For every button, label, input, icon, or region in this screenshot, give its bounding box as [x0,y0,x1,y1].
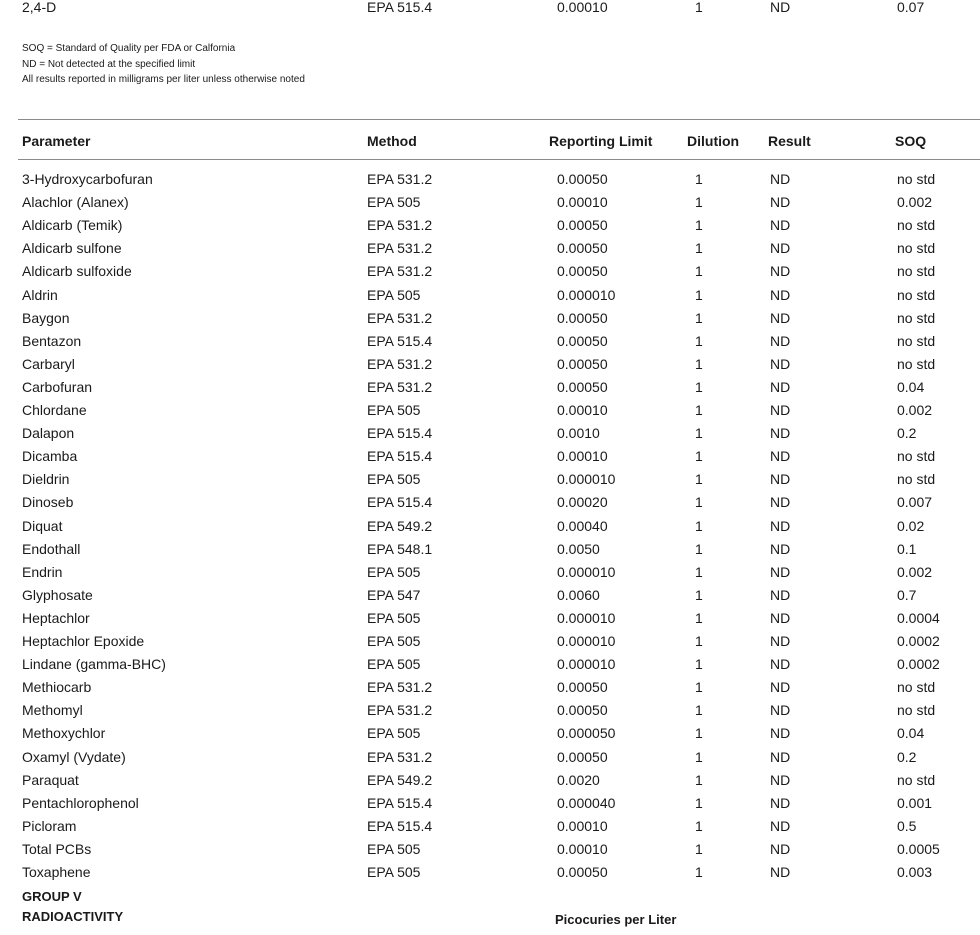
parameter-cell: Heptachlor Epoxide [22,633,145,649]
result-cell: ND [770,864,791,880]
table-row [0,493,980,516]
table-row [0,655,980,678]
reporting-limit-cell: 0.00040 [557,517,608,534]
reporting-limit-cell: 0.00050 [557,355,608,372]
parameter-cell: Bentazon [22,332,82,349]
method-cell: EPA 547 [367,586,421,603]
reporting-limit-cell: 0.0010 [557,425,600,442]
parameter-cell: Oxamyl (Vydate) [22,748,126,765]
reporting-limit-cell: 0.00050 [557,679,608,696]
dilution-cell: 1 [695,309,703,326]
parameter-cell: Carbofuran [22,378,93,395]
result-cell: ND [770,171,791,187]
method-cell: EPA 531.2 [367,748,433,765]
reporting-limit-cell: 0.00010 [557,402,608,418]
method-cell: EPA 515.4 [367,425,433,442]
parameter-cell: 2,4-D [22,0,57,15]
table-row [0,424,980,447]
parameter-cell: Endothall [22,540,81,557]
table-row [0,517,980,540]
reporting-limit-cell: 0.00010 [557,194,608,211]
result-cell: ND [770,217,791,234]
result-cell: ND [770,609,791,626]
result-cell: ND [770,286,791,303]
table-row [0,216,980,239]
method-cell: EPA 505 [367,471,421,488]
method-cell: EPA 505 [367,840,421,857]
result-cell: ND [770,448,791,465]
parameter-cell: Aldicarb sulfoxide [22,263,132,280]
table-row [0,609,980,632]
table-row [0,586,980,609]
reporting-limit-cell: 0.000010 [557,471,616,488]
soq-cell: 0.0005 [897,840,940,857]
method-cell: EPA 531.2 [367,378,433,395]
dilution-cell: 1 [695,702,703,719]
soq-cell: 0.04 [897,378,925,395]
dilution-cell: 1 [695,771,703,788]
method-cell: EPA 505 [367,563,421,580]
method-cell: EPA 505 [367,633,421,649]
dilution-cell: 1 [695,794,703,811]
soq-cell: no std [897,702,936,719]
method-cell: EPA 515.4 [367,794,433,811]
result-cell: ND [770,840,791,857]
header-reporting-limit: Reporting Limit [549,133,653,149]
dilution-cell: 1 [695,633,703,649]
dilution-cell: 1 [695,748,703,765]
table-row [0,817,980,840]
result-cell: ND [770,517,791,534]
header-result: Result [768,133,811,149]
table-row [0,794,980,817]
soq-cell: 0.003 [897,864,933,880]
method-cell: EPA 505 [367,609,421,626]
reporting-limit-cell: 0.00050 [557,240,608,257]
parameter-cell: Toxaphene [22,864,91,880]
soq-cell: no std [897,332,936,349]
soq-cell: no std [897,240,936,257]
parameter-cell: Chlordane [22,402,87,418]
report-notes [22,41,305,88]
table-row [0,286,980,309]
soq-cell: 0.0002 [897,656,940,673]
method-cell: EPA 531.2 [367,309,433,326]
reporting-limit-cell: 0.000010 [557,563,616,580]
dilution-cell: 1 [695,609,703,626]
dilution-cell: 1 [695,448,703,465]
dilution-cell: 1 [695,332,703,349]
dilution-cell: 1 [695,240,703,257]
table-row [0,701,980,724]
soq-cell: no std [897,355,936,372]
result-cell: ND [770,540,791,557]
method-cell: EPA 531.2 [367,679,433,696]
parameter-cell: Dieldrin [22,471,70,488]
header-method: Method [367,133,417,149]
result-cell: ND [770,817,791,834]
dilution-cell: 1 [695,0,703,15]
dilution-cell: 1 [695,840,703,857]
dilution-cell: 1 [695,171,703,187]
dilution-cell: 1 [695,817,703,834]
parameter-cell: Dinoseb [22,494,74,511]
method-cell: EPA 549.2 [367,517,433,534]
table-top-divider [18,119,980,120]
reporting-limit-cell: 0.0060 [557,586,600,603]
reporting-limit-cell: 0.00050 [557,217,608,234]
dilution-cell: 1 [695,725,703,742]
method-cell: EPA 515.4 [367,332,433,349]
dilution-cell: 1 [695,263,703,280]
reporting-limit-cell: 0.00050 [557,702,608,719]
method-cell: EPA 549.2 [367,771,433,788]
result-cell: ND [770,633,791,649]
parameter-cell: Pentachlorophenol [22,794,139,811]
table-header [0,132,980,152]
result-cell: ND [770,748,791,765]
parameter-cell: Lindane (gamma-BHC) [22,656,166,673]
dilution-cell: 1 [695,679,703,696]
soq-cell: no std [897,286,936,303]
method-cell: EPA 531.2 [367,217,433,234]
soq-cell: 0.07 [897,0,925,15]
table-row [0,563,980,586]
dilution-cell: 1 [695,494,703,511]
soq-cell: 0.02 [897,517,925,534]
parameter-cell: Methoxychlor [22,725,106,742]
table-row-carryover [0,0,980,21]
reporting-limit-cell: 0.000010 [557,609,616,626]
group-units-label: Picocuries per Liter [555,912,677,927]
table-row [0,355,980,378]
result-cell: ND [770,332,791,349]
result-cell: ND [770,494,791,511]
result-cell: ND [770,378,791,395]
result-cell: ND [770,425,791,442]
table-row [0,771,980,794]
table-row [0,170,980,193]
dilution-cell: 1 [695,586,703,603]
result-cell: ND [770,679,791,696]
soq-cell: 0.001 [897,794,933,811]
result-cell: ND [770,240,791,257]
reporting-limit-cell: 0.000050 [557,725,616,742]
soq-cell: no std [897,471,936,488]
result-cell: ND [770,402,791,418]
reporting-limit-cell: 0.00050 [557,309,608,326]
method-cell: EPA 505 [367,194,421,211]
table-row [0,678,980,701]
soq-cell: no std [897,263,936,280]
soq-cell: no std [897,217,936,234]
parameter-cell: Endrin [22,563,63,580]
soq-cell: 0.7 [897,586,917,603]
table-row [0,193,980,216]
header-soq: SOQ [895,133,927,149]
result-cell: ND [770,263,791,280]
dilution-cell: 1 [695,540,703,557]
method-cell: EPA 531.2 [367,702,433,719]
reporting-limit-cell: 0.00010 [557,817,608,834]
dilution-cell: 1 [695,425,703,442]
reporting-limit-cell: 0.000010 [557,633,616,649]
result-cell: ND [770,194,791,211]
soq-cell: no std [897,309,936,326]
dilution-cell: 1 [695,864,703,880]
parameter-cell: Alachlor (Alanex) [22,194,129,211]
table-row [0,470,980,493]
result-cell: ND [770,309,791,326]
group-name: RADIOACTIVITY [22,909,124,924]
dilution-cell: 1 [695,656,703,673]
soq-cell: 0.2 [897,748,917,765]
method-cell: EPA 505 [367,286,421,303]
method-cell: EPA 531.2 [367,240,433,257]
reporting-limit-cell: 0.00020 [557,494,608,511]
reporting-limit-cell: 0.00050 [557,263,608,280]
dilution-cell: 1 [695,194,703,211]
parameter-cell: Methomyl [22,702,83,719]
soq-cell: 0.002 [897,194,933,211]
result-cell: ND [770,355,791,372]
parameter-cell: Total PCBs [22,840,92,857]
table-row [0,401,980,424]
parameter-cell: Heptachlor [22,609,90,626]
parameter-cell: Diquat [22,517,63,534]
reporting-limit-cell: 0.00050 [557,748,608,765]
method-cell: EPA 515.4 [367,448,433,465]
result-cell: ND [770,794,791,811]
soq-cell: 0.007 [897,494,933,511]
reporting-limit-cell: 0.0020 [557,771,600,788]
reporting-limit-cell: 0.000010 [557,286,616,303]
header-dilution: Dilution [687,133,740,149]
table-header-divider [18,159,980,160]
reporting-limit-cell: 0.00050 [557,171,608,187]
table-row [0,332,980,355]
table-row [0,840,980,863]
result-cell: ND [770,563,791,580]
dilution-cell: 1 [695,402,703,418]
table-row [0,239,980,262]
method-cell: EPA 515.4 [367,494,433,511]
parameter-cell: Baygon [22,309,70,326]
group-heading [22,887,123,927]
parameter-cell: Carbaryl [22,355,75,372]
method-cell: EPA 531.2 [367,355,433,372]
table-row [0,863,980,886]
table-row [0,748,980,771]
method-cell: EPA 515.4 [367,817,433,834]
table-row [0,632,980,655]
table-row [0,540,980,563]
reporting-limit-cell: 0.00010 [557,448,608,465]
result-cell: ND [770,656,791,673]
result-cell: ND [770,0,791,15]
soq-cell: 0.002 [897,563,933,580]
method-cell: EPA 505 [367,656,421,673]
dilution-cell: 1 [695,471,703,488]
dilution-cell: 1 [695,286,703,303]
soq-cell: 0.5 [897,817,917,834]
header-parameter: Parameter [22,133,91,149]
note-soq: SOQ = Standard of Quality per FDA or Calfornia [22,43,236,54]
reporting-limit-cell: 0.000010 [557,656,616,673]
table-row [0,378,980,401]
reporting-limit-cell: 0.00050 [557,378,608,395]
result-cell: ND [770,725,791,742]
method-cell: EPA 515.4 [367,0,433,15]
dilution-cell: 1 [695,517,703,534]
parameter-cell: Picloram [22,817,77,834]
soq-cell: 0.0004 [897,609,940,626]
method-cell: EPA 548.1 [367,540,433,557]
soq-cell: 0.1 [897,540,917,557]
parameter-cell: Aldicarb sulfone [22,240,122,257]
soq-cell: no std [897,679,936,696]
note-units: All results reported in milligrams per liter unless otherwise noted [22,74,305,85]
soq-cell: 0.2 [897,425,917,442]
soq-cell: 0.04 [897,725,925,742]
dilution-cell: 1 [695,563,703,580]
table-row [0,309,980,332]
reporting-limit-cell: 0.000040 [557,794,616,811]
reporting-limit-cell: 0.00050 [557,864,608,880]
result-cell: ND [770,702,791,719]
parameter-cell: Methiocarb [22,679,92,696]
table-row [0,724,980,747]
soq-cell: no std [897,448,936,465]
note-nd: ND = Not detected at the specified limit [22,58,196,70]
soq-cell: 0.002 [897,402,933,418]
parameter-cell: 3-Hydroxycarbofuran [22,171,153,187]
dilution-cell: 1 [695,378,703,395]
table-row [0,447,980,470]
parameter-cell: Dalapon [22,425,75,442]
parameter-cell: Dicamba [22,448,78,465]
method-cell: EPA 505 [367,402,421,418]
soq-cell: 0.0002 [897,633,940,649]
group-number: GROUP V [22,889,82,904]
parameter-cell: Aldrin [22,286,58,303]
parameter-cell: Aldicarb (Temik) [22,217,123,234]
table-row [0,262,980,285]
method-cell: EPA 505 [367,725,421,742]
dilution-cell: 1 [695,217,703,234]
dilution-cell: 1 [695,355,703,372]
method-cell: EPA 505 [367,864,421,880]
reporting-limit-cell: 0.00050 [557,332,608,349]
soq-cell: no std [897,171,936,187]
method-cell: EPA 531.2 [367,263,433,280]
method-cell: EPA 531.2 [367,171,433,187]
reporting-limit-cell: 0.00010 [557,840,608,857]
parameter-cell: Glyphosate [22,586,93,603]
result-cell: ND [770,771,791,788]
reporting-limit-cell: 0.0050 [557,540,600,557]
parameter-cell: Paraquat [22,771,79,788]
soq-cell: no std [897,771,936,788]
result-cell: ND [770,586,791,603]
result-cell: ND [770,471,791,488]
reporting-limit-cell: 0.00010 [557,0,608,15]
